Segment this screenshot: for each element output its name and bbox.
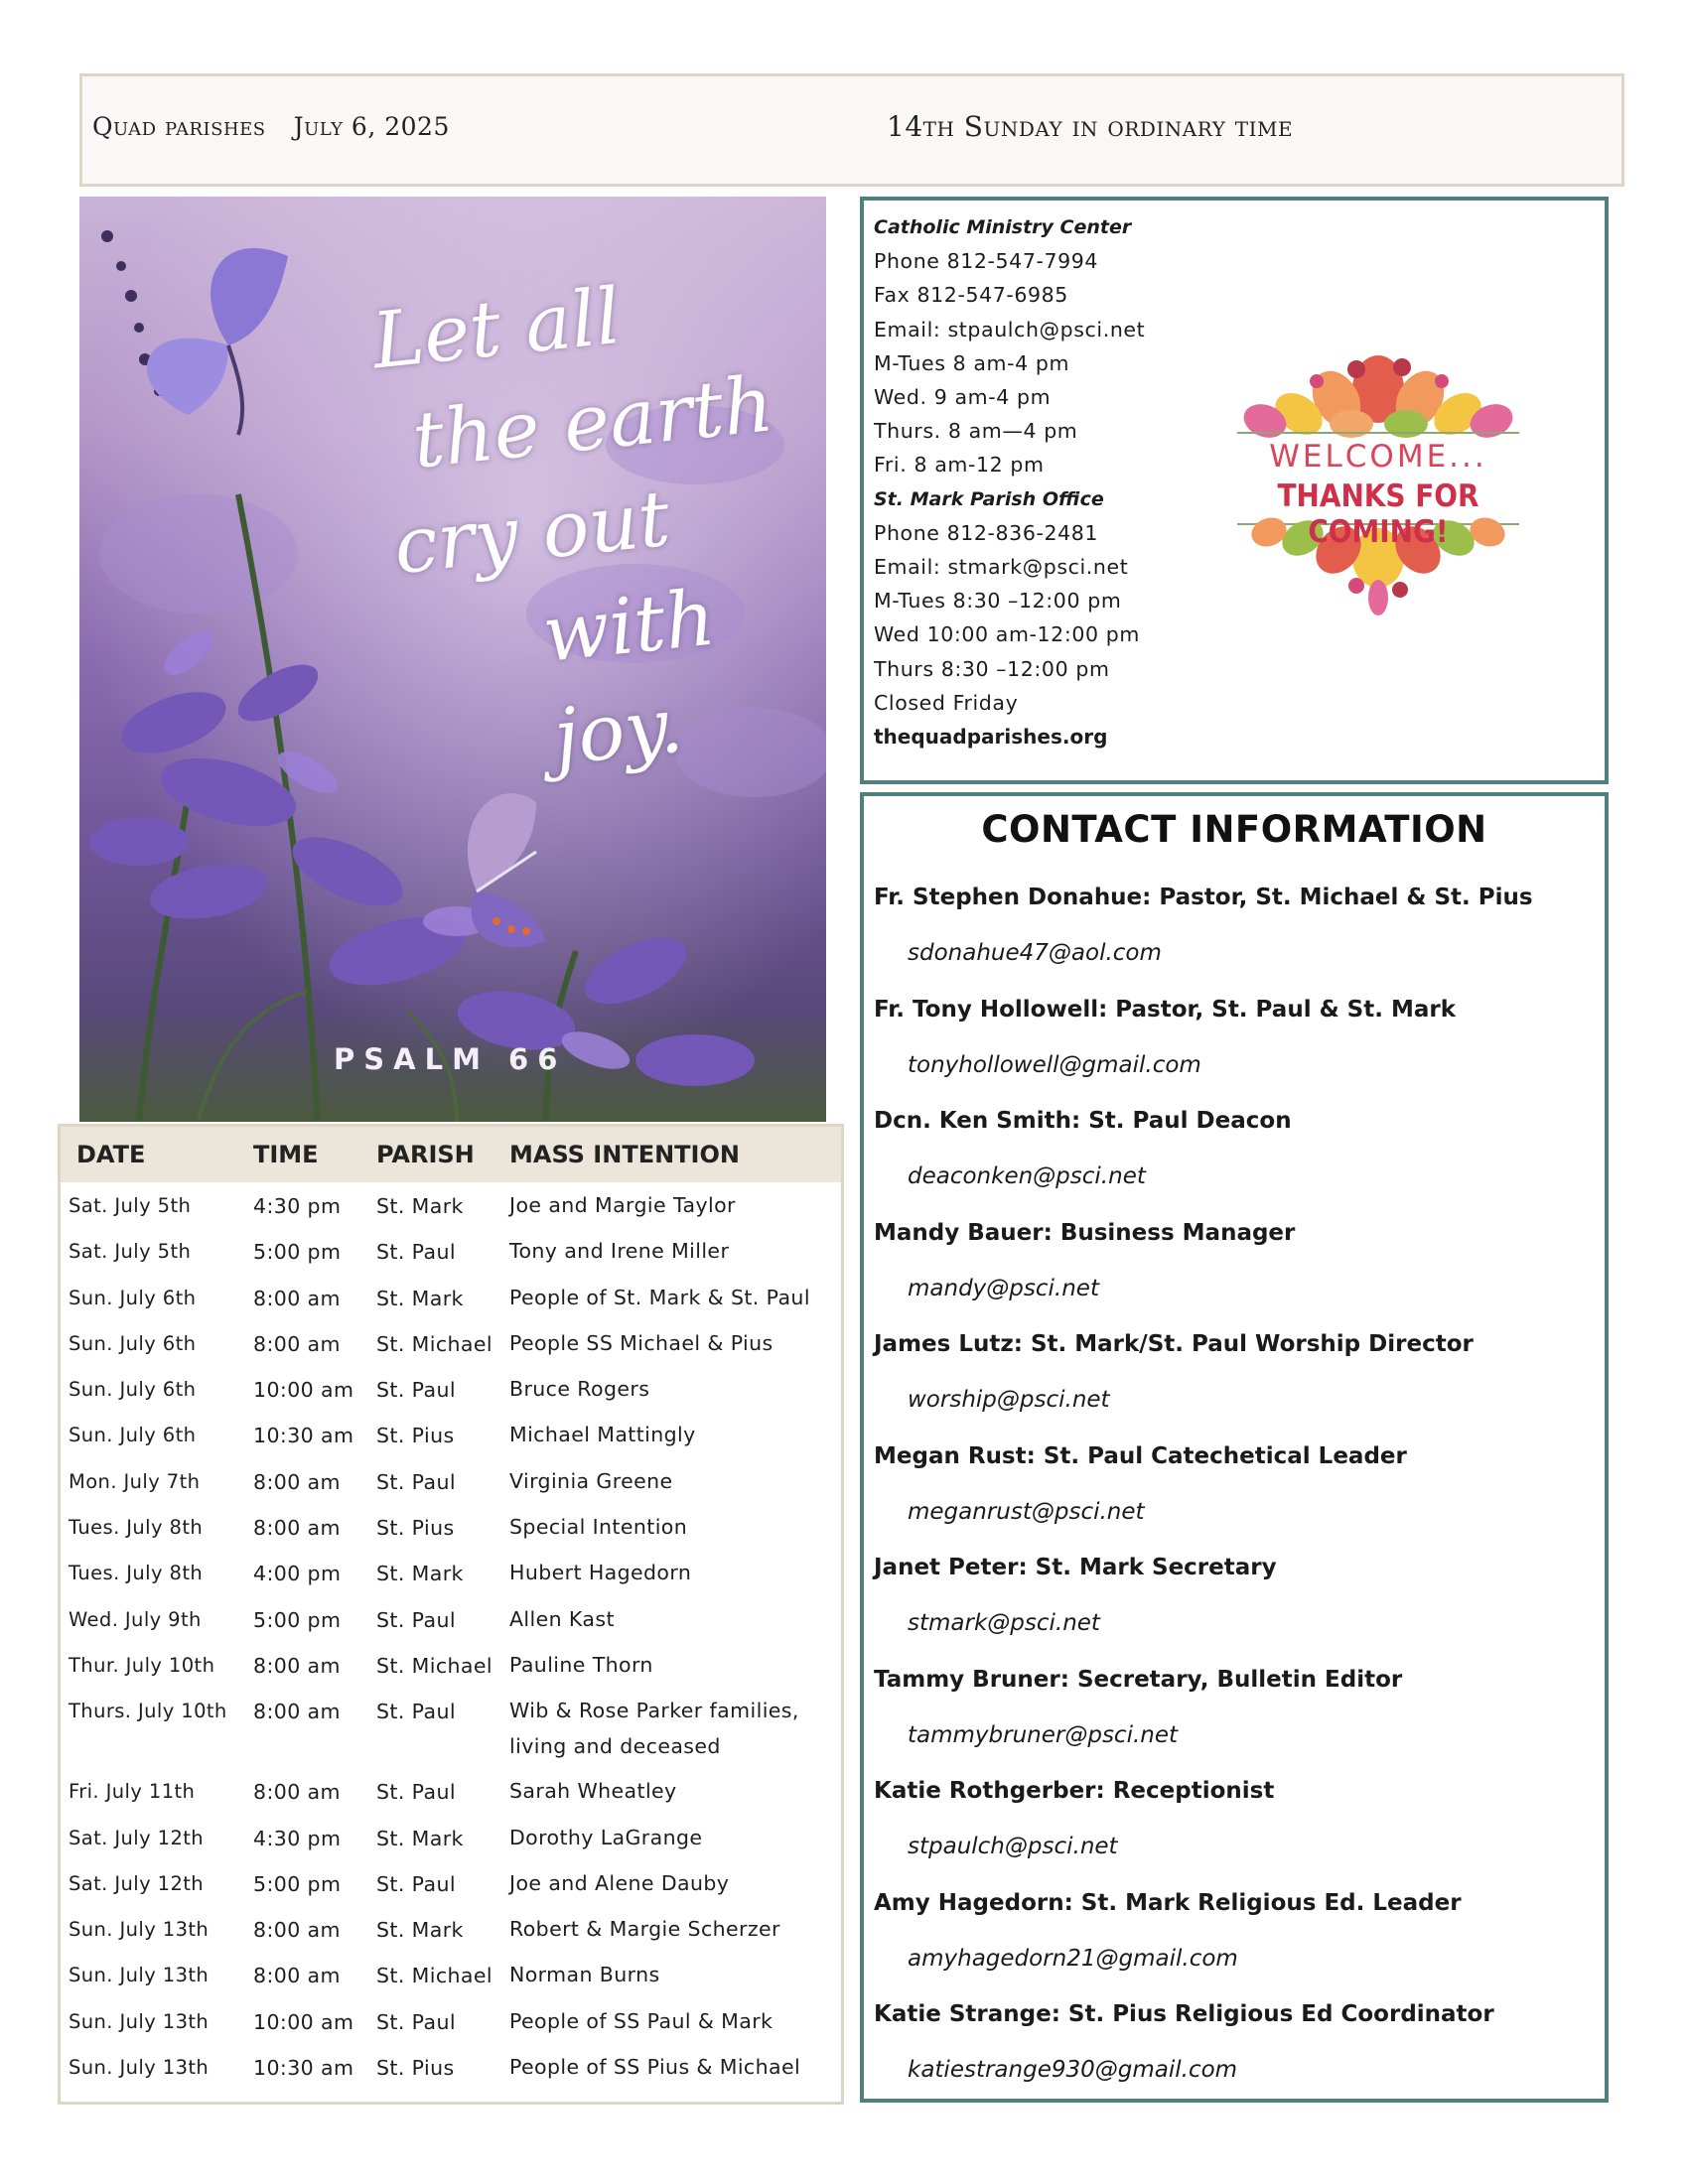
office-title: St. Mark Parish Office xyxy=(874,487,1104,510)
mass-date: Fri. July 11th xyxy=(69,1780,196,1804)
mass-parish: St. Paul xyxy=(376,1378,456,1403)
header-intention: MASS INTENTION xyxy=(509,1141,740,1168)
table-row xyxy=(61,1692,841,1772)
website-text: thequadparishes.org xyxy=(874,725,1108,750)
office-info-line: Fri. 8 am-12 pm xyxy=(874,453,1045,478)
mass-time: 5:00 pm xyxy=(253,1607,342,1632)
mass-time: 10:00 am xyxy=(253,2009,354,2034)
contact-info-box xyxy=(860,792,1609,2103)
mass-time: 8:00 am xyxy=(253,1469,341,1494)
contact-email[interactable]: amyhagedorn21@gmail.com xyxy=(908,1945,1238,1972)
mass-time: 8:00 am xyxy=(253,1918,341,1943)
contact-name: Katie Strange: St. Pius Religious Ed Coordinator xyxy=(874,2001,1494,2027)
contact-list xyxy=(874,878,1599,2107)
psalm-verse xyxy=(367,245,826,804)
mass-parish: St. Paul xyxy=(376,1871,456,1896)
office-info-line: Email: stmark@psci.net xyxy=(874,555,1129,580)
table-row xyxy=(61,1186,841,1232)
mass-time: 5:00 pm xyxy=(253,1871,342,1896)
office-title: Catholic Ministry Center xyxy=(874,216,1132,238)
contact-name: Janet Peter: St. Mark Secretary xyxy=(874,1555,1277,1580)
parish-group-name: Quad parishes xyxy=(92,112,266,141)
mass-intention: People of SS Pius & Michael xyxy=(509,2055,801,2080)
mass-intention: People of SS Paul & Mark xyxy=(509,2008,774,2033)
mass-parish: St. Mark xyxy=(376,1562,464,1586)
mass-time: 8:00 am xyxy=(253,1331,341,1356)
mass-parish: St. Paul xyxy=(376,1700,456,1724)
table-row xyxy=(61,1819,841,1864)
mass-date: Wed. July 9th xyxy=(69,1607,202,1631)
table-row xyxy=(61,1864,841,1910)
contact-name: Fr. Stephen Donahue: Pastor, St. Michael & St. Pius xyxy=(874,885,1533,910)
mass-date: Thur. July 10th xyxy=(69,1653,215,1677)
mass-parish: St. Paul xyxy=(376,1469,456,1494)
office-info-line: M-Tues 8 am-4 pm xyxy=(874,350,1070,375)
psalm-line: with joy. xyxy=(538,573,720,783)
contact-email[interactable]: mandy@psci.net xyxy=(908,1275,1099,1301)
thanks-text: THANKS FOR COMING! xyxy=(1277,478,1479,550)
header-parish: PARISH xyxy=(376,1141,475,1168)
office-info-line: Thurs. 8 am—4 pm xyxy=(874,419,1078,444)
contact-email[interactable]: tonyhollowell@gmail.com xyxy=(908,1051,1201,1078)
contact-name: Katie Rothgerber: Receptionist xyxy=(874,1778,1275,1804)
mass-time: 8:00 am xyxy=(253,1516,341,1541)
mass-parish: St. Pius xyxy=(376,1424,455,1448)
psalm-line: Let all xyxy=(367,271,626,387)
header-date: DATE xyxy=(76,1141,146,1168)
contact-email[interactable]: stpaulch@psci.net xyxy=(908,1834,1118,1859)
mass-date: Sun. July 13th xyxy=(69,1964,210,1987)
contact-entry xyxy=(874,1324,1599,1436)
mass-time: 8:00 am xyxy=(253,1286,341,1310)
mass-time: 8:00 am xyxy=(253,1653,341,1678)
mass-time: 10:00 am xyxy=(253,1378,354,1403)
contact-name: Tammy Bruner: Secretary, Bulletin Editor xyxy=(874,1666,1403,1693)
mass-date: Sat. July 5th xyxy=(69,1240,192,1264)
contact-email[interactable]: sdonahue47@aol.com xyxy=(908,940,1162,966)
mass-date: Sun. July 6th xyxy=(69,1286,197,1309)
table-row xyxy=(61,1772,841,1818)
mass-date: Sun. July 6th xyxy=(69,1331,197,1355)
mass-intention: Dorothy LaGrange xyxy=(509,1825,703,1849)
mass-parish: St. Mark xyxy=(376,1826,464,1850)
psalm-line: the earth xyxy=(408,359,777,486)
contact-name: Dcn. Ken Smith: St. Paul Deacon xyxy=(874,1108,1292,1134)
table-row xyxy=(61,1554,841,1599)
mass-parish: St. Mark xyxy=(376,1194,464,1218)
mass-date: Tues. July 8th xyxy=(69,1516,204,1540)
contact-entry xyxy=(874,1771,1599,1883)
office-info-line: Closed Friday xyxy=(874,690,1019,715)
mass-intention: Allen Kast xyxy=(509,1606,615,1631)
mass-intention: Virginia Greene xyxy=(509,1468,673,1493)
bulletin-header xyxy=(79,73,1624,187)
mass-parish: St. Pius xyxy=(376,1516,455,1541)
header-left xyxy=(92,112,450,141)
mass-date: Sat. July 12th xyxy=(69,1871,205,1895)
mass-time: 5:00 pm xyxy=(253,1240,342,1265)
mass-parish: St. Mark xyxy=(376,1918,464,1943)
mass-intention: Joe and Margie Taylor xyxy=(509,1193,736,1217)
mass-intention: People of St. Mark & St. Paul xyxy=(509,1285,810,1309)
contact-email[interactable]: stmark@psci.net xyxy=(908,1610,1100,1636)
table-row xyxy=(61,1600,841,1646)
mass-intention: Robert & Margie Scherzer xyxy=(509,1917,780,1942)
contact-name: James Lutz: St. Mark/St. Paul Worship Director xyxy=(874,1331,1474,1357)
contact-email[interactable]: tammybruner@psci.net xyxy=(908,1721,1179,1748)
mass-intention: Joe and Alene Dauby xyxy=(509,1870,730,1895)
mass-date: Sun. July 13th xyxy=(69,2009,210,2033)
contact-entry xyxy=(874,1660,1599,1772)
contact-entry xyxy=(874,1436,1599,1549)
psalm-image xyxy=(79,197,826,1122)
contact-entry xyxy=(874,1548,1599,1660)
mass-intention: Wib & Rose Parker families, living and deceased xyxy=(509,1699,799,1759)
mass-intention: Bruce Rogers xyxy=(509,1377,650,1402)
mass-date: Tues. July 8th xyxy=(69,1562,204,1585)
mass-parish: St. Paul xyxy=(376,1240,456,1265)
contact-email[interactable]: meganrust@psci.net xyxy=(908,1498,1145,1525)
mass-intention: Pauline Thorn xyxy=(509,1652,653,1677)
mass-intention: Sarah Wheatley xyxy=(509,1779,677,1804)
mass-date: Sun. July 6th xyxy=(69,1424,197,1447)
mass-intention: Michael Mattingly xyxy=(509,1423,696,1447)
mass-date: Sun. July 13th xyxy=(69,2056,210,2080)
welcome-text: WELCOME... xyxy=(1269,439,1487,475)
mass-time: 10:30 am xyxy=(253,1424,354,1448)
contact-entry xyxy=(874,990,1599,1102)
office-info-line: Email: stpaulch@psci.net xyxy=(874,317,1146,341)
header-time: TIME xyxy=(253,1141,319,1168)
mass-time: 10:30 am xyxy=(253,2056,354,2081)
mass-date: Sat. July 12th xyxy=(69,1826,205,1849)
table-row xyxy=(61,1232,841,1278)
office-info-line: Phone 812-836-2481 xyxy=(874,520,1099,545)
mass-intention: Special Intention xyxy=(509,1515,688,1540)
table-row xyxy=(61,1956,841,2001)
mass-parish: St. Michael xyxy=(376,1653,492,1678)
mass-parish: St. Paul xyxy=(376,2009,456,2034)
contact-email[interactable]: worship@psci.net xyxy=(908,1387,1110,1413)
mass-time: 8:00 am xyxy=(253,1780,341,1805)
office-info-line: Phone 812-547-7994 xyxy=(874,249,1099,274)
contact-email[interactable]: deaconken@psci.net xyxy=(908,1163,1146,1189)
table-row xyxy=(61,1646,841,1692)
table-header xyxy=(61,1127,841,1182)
mass-date: Sun. July 6th xyxy=(69,1378,197,1402)
office-info-line: M-Tues 8:30 –12:00 pm xyxy=(874,589,1122,614)
table-row xyxy=(61,1508,841,1554)
office-info-line: Fax 812-547-6985 xyxy=(874,283,1068,308)
contact-entry xyxy=(874,1101,1599,1213)
table-body xyxy=(61,1186,841,2094)
welcome-graphic xyxy=(1207,330,1549,617)
contact-name: Amy Hagedorn: St. Mark Religious Ed. Leader xyxy=(874,1889,1462,1916)
ministry-info-lines xyxy=(874,210,1201,753)
contact-entry xyxy=(874,1213,1599,1325)
psalm-reference: PSALM 66 xyxy=(334,1042,567,1076)
table-row xyxy=(61,2048,841,2094)
contact-name: Mandy Bauer: Business Manager xyxy=(874,1219,1296,1246)
mass-date: Sat. July 5th xyxy=(69,1194,192,1217)
mass-parish: St. Paul xyxy=(376,1780,456,1805)
contact-name: Megan Rust: St. Paul Catechetical Leader xyxy=(874,1442,1407,1469)
office-info-line: Wed 10:00 am-12:00 pm xyxy=(874,622,1140,647)
mass-parish: St. Pius xyxy=(376,2056,455,2081)
mass-date: Thurs. July 10th xyxy=(69,1700,227,1723)
contact-title: CONTACT INFORMATION xyxy=(981,808,1487,851)
mass-parish: St. Michael xyxy=(376,1964,492,1988)
table-row xyxy=(61,1370,841,1416)
contact-entry xyxy=(874,878,1599,990)
ministry-center-box xyxy=(860,197,1609,784)
mass-time: 8:00 am xyxy=(253,1700,341,1724)
contact-email[interactable]: katiestrange930@gmail.com xyxy=(908,2057,1238,2083)
office-info-line: Thurs 8:30 –12:00 pm xyxy=(874,656,1110,681)
mass-intention: Norman Burns xyxy=(509,1963,660,1987)
mass-parish: St. Mark xyxy=(376,1286,464,1310)
contact-name: Fr. Tony Hollowell: Pastor, St. Paul & St. Mark xyxy=(874,996,1456,1023)
mass-intentions-table xyxy=(58,1124,844,2105)
contact-entry xyxy=(874,1994,1599,2107)
mass-intention: People SS Michael & Pius xyxy=(509,1330,774,1355)
table-row xyxy=(61,1910,841,1956)
mass-time: 4:30 pm xyxy=(253,1194,342,1218)
table-row xyxy=(61,2002,841,2048)
office-info-line: Wed. 9 am-4 pm xyxy=(874,385,1052,410)
mass-intention: Tony and Irene Miller xyxy=(509,1239,730,1264)
table-row xyxy=(61,1462,841,1508)
mass-intention: Hubert Hagedorn xyxy=(509,1561,692,1585)
contact-entry xyxy=(874,1883,1599,1995)
mass-parish: St. Paul xyxy=(376,1607,456,1632)
mass-time: 4:30 pm xyxy=(253,1826,342,1850)
mass-date: Sun. July 13th xyxy=(69,1918,210,1942)
mass-date: Mon. July 7th xyxy=(69,1469,201,1493)
table-row xyxy=(61,1279,841,1324)
mass-time: 4:00 pm xyxy=(253,1562,342,1586)
bulletin-date: July 6, 2025 xyxy=(293,112,450,141)
mass-parish: St. Michael xyxy=(376,1331,492,1356)
psalm-line: cry out xyxy=(389,474,674,593)
table-row xyxy=(61,1324,841,1370)
mass-time: 8:00 am xyxy=(253,1964,341,1988)
liturgical-day: 14th Sunday in ordinary time xyxy=(887,110,1294,143)
table-row xyxy=(61,1416,841,1461)
